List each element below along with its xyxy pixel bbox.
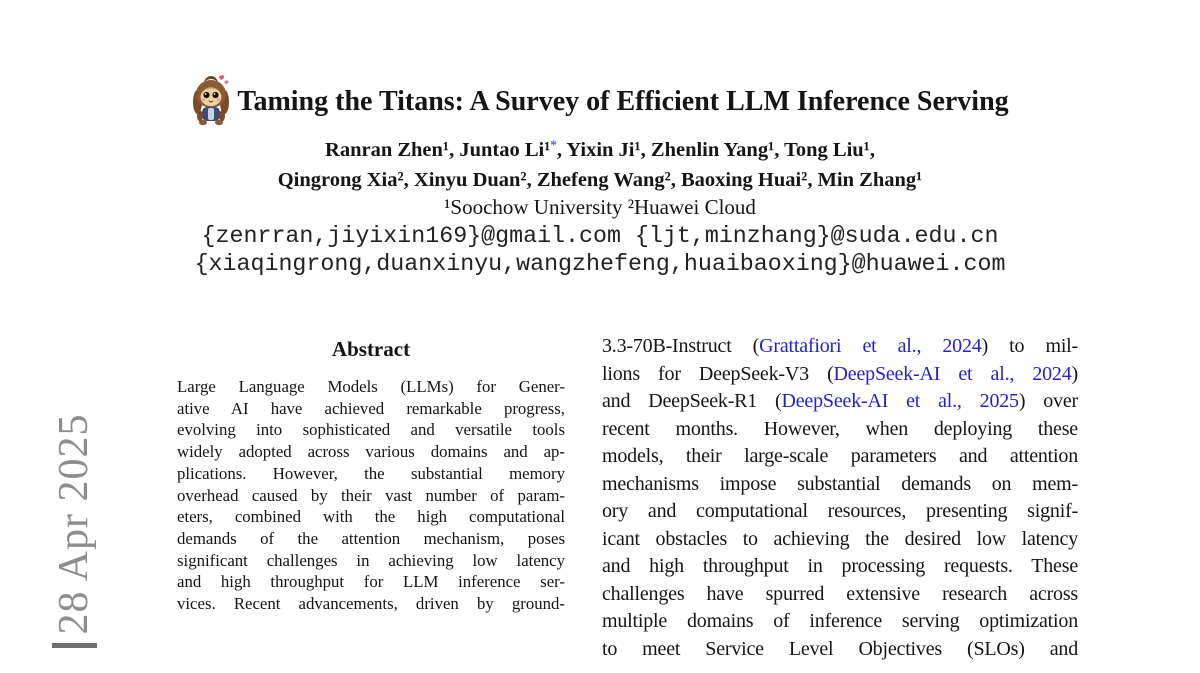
text-line: and high throughput in processing requests. These	[602, 555, 1078, 577]
author-line-2: Qingrong Xia², Xinyu Duan², Zhefeng Wang², Baoxing Huai², Min Zhang¹	[277, 169, 923, 191]
arxiv-watermark-fragment	[52, 643, 97, 648]
text-segment: lions for DeepSeek-V3 (	[602, 362, 834, 385]
text-line: to meet Service Level Objectives (SLOs) and	[602, 637, 1078, 660]
text-segment: 3.3-70B-Instruct (	[602, 335, 760, 357]
text-segment: )	[1071, 362, 1078, 385]
text-line: ory and computational resources, presenting signif-	[602, 500, 1078, 522]
text-line: Large Language Models (LLMs) for Gener-	[177, 377, 565, 396]
text-line: recent months. However, when deploying these	[602, 417, 1078, 440]
text-line: widely adopted across various domains and ap-	[177, 442, 565, 462]
citation-link[interactable]: DeepSeek-AI et al., 2025	[781, 390, 1019, 412]
affiliation-line: ¹Soochow University ²Huawei Cloud	[444, 195, 756, 219]
text-line: challenges have spurred extensive research across	[602, 582, 1078, 605]
text-line: vices. Recent advancements, driven by ground-	[177, 594, 565, 614]
text-line: models, their large-scale parameters and attention	[602, 445, 1078, 467]
text-line: {xiaqingrong,duanxinyu,wangzhefeng,huaibaoxing}@huawei.com	[194, 251, 1006, 277]
corresponding-author-mark: *	[550, 137, 557, 152]
text-line: overhead caused by their vast number of param-	[177, 485, 565, 505]
text-line	[602, 333, 1078, 361]
text-line	[602, 388, 1078, 416]
text-line	[602, 361, 1078, 389]
text-line: {zenrran,jiyixin169}@gmail.com {ljt,minzhang}@suda.edu.cn	[201, 223, 999, 249]
text-segment: and DeepSeek-R1 (	[602, 390, 782, 412]
text-line: significant challenges in achieving low latency	[177, 550, 565, 570]
text-line: evolving into sophisticated and versatile tools	[177, 420, 565, 440]
text-segment: ) to mil-	[981, 335, 1078, 357]
text-line: multiple domains of inference serving optimization	[602, 610, 1078, 632]
email-block	[0, 222, 1200, 278]
intro-column	[602, 333, 1078, 673]
abstract-text	[177, 376, 565, 615]
text-line: icant obstacles to achieving the desired low latency	[602, 527, 1078, 550]
author-line-1	[0, 136, 1200, 166]
text-line: demands of the attention mechanism, poses	[177, 528, 565, 548]
text-line: ative AI have achieved remarkable progress,	[177, 398, 565, 418]
citation-link[interactable]: DeepSeek-AI et al., 2024	[833, 362, 1072, 385]
paper-title: Taming the Titans: A Survey of Efficient LLM Inference Serving	[237, 86, 1009, 117]
author-block	[0, 136, 1200, 194]
citation-link[interactable]: Grattafiori et al., 2024	[759, 335, 982, 357]
title-row	[0, 72, 1200, 126]
monkey-sticker-icon	[191, 72, 231, 126]
text-segment: ) over	[1018, 390, 1079, 412]
text-segment: Ranran Zhen¹, Juntao Li¹	[325, 139, 551, 161]
text-line: and high throughput for LLM inference ser-	[177, 572, 565, 592]
text-line: mechanisms impose substantial demands on mem-	[602, 472, 1078, 495]
text-line: eters, combined with the high computational	[177, 507, 565, 527]
abstract-heading: Abstract	[331, 337, 411, 361]
text-line: plications. However, the substantial memory	[177, 463, 565, 483]
arxiv-watermark-date: 28 Apr 2025	[51, 413, 97, 635]
text-segment: , Yixin Ji¹, Zhenlin Yang¹, Tong Liu¹,	[556, 139, 875, 161]
